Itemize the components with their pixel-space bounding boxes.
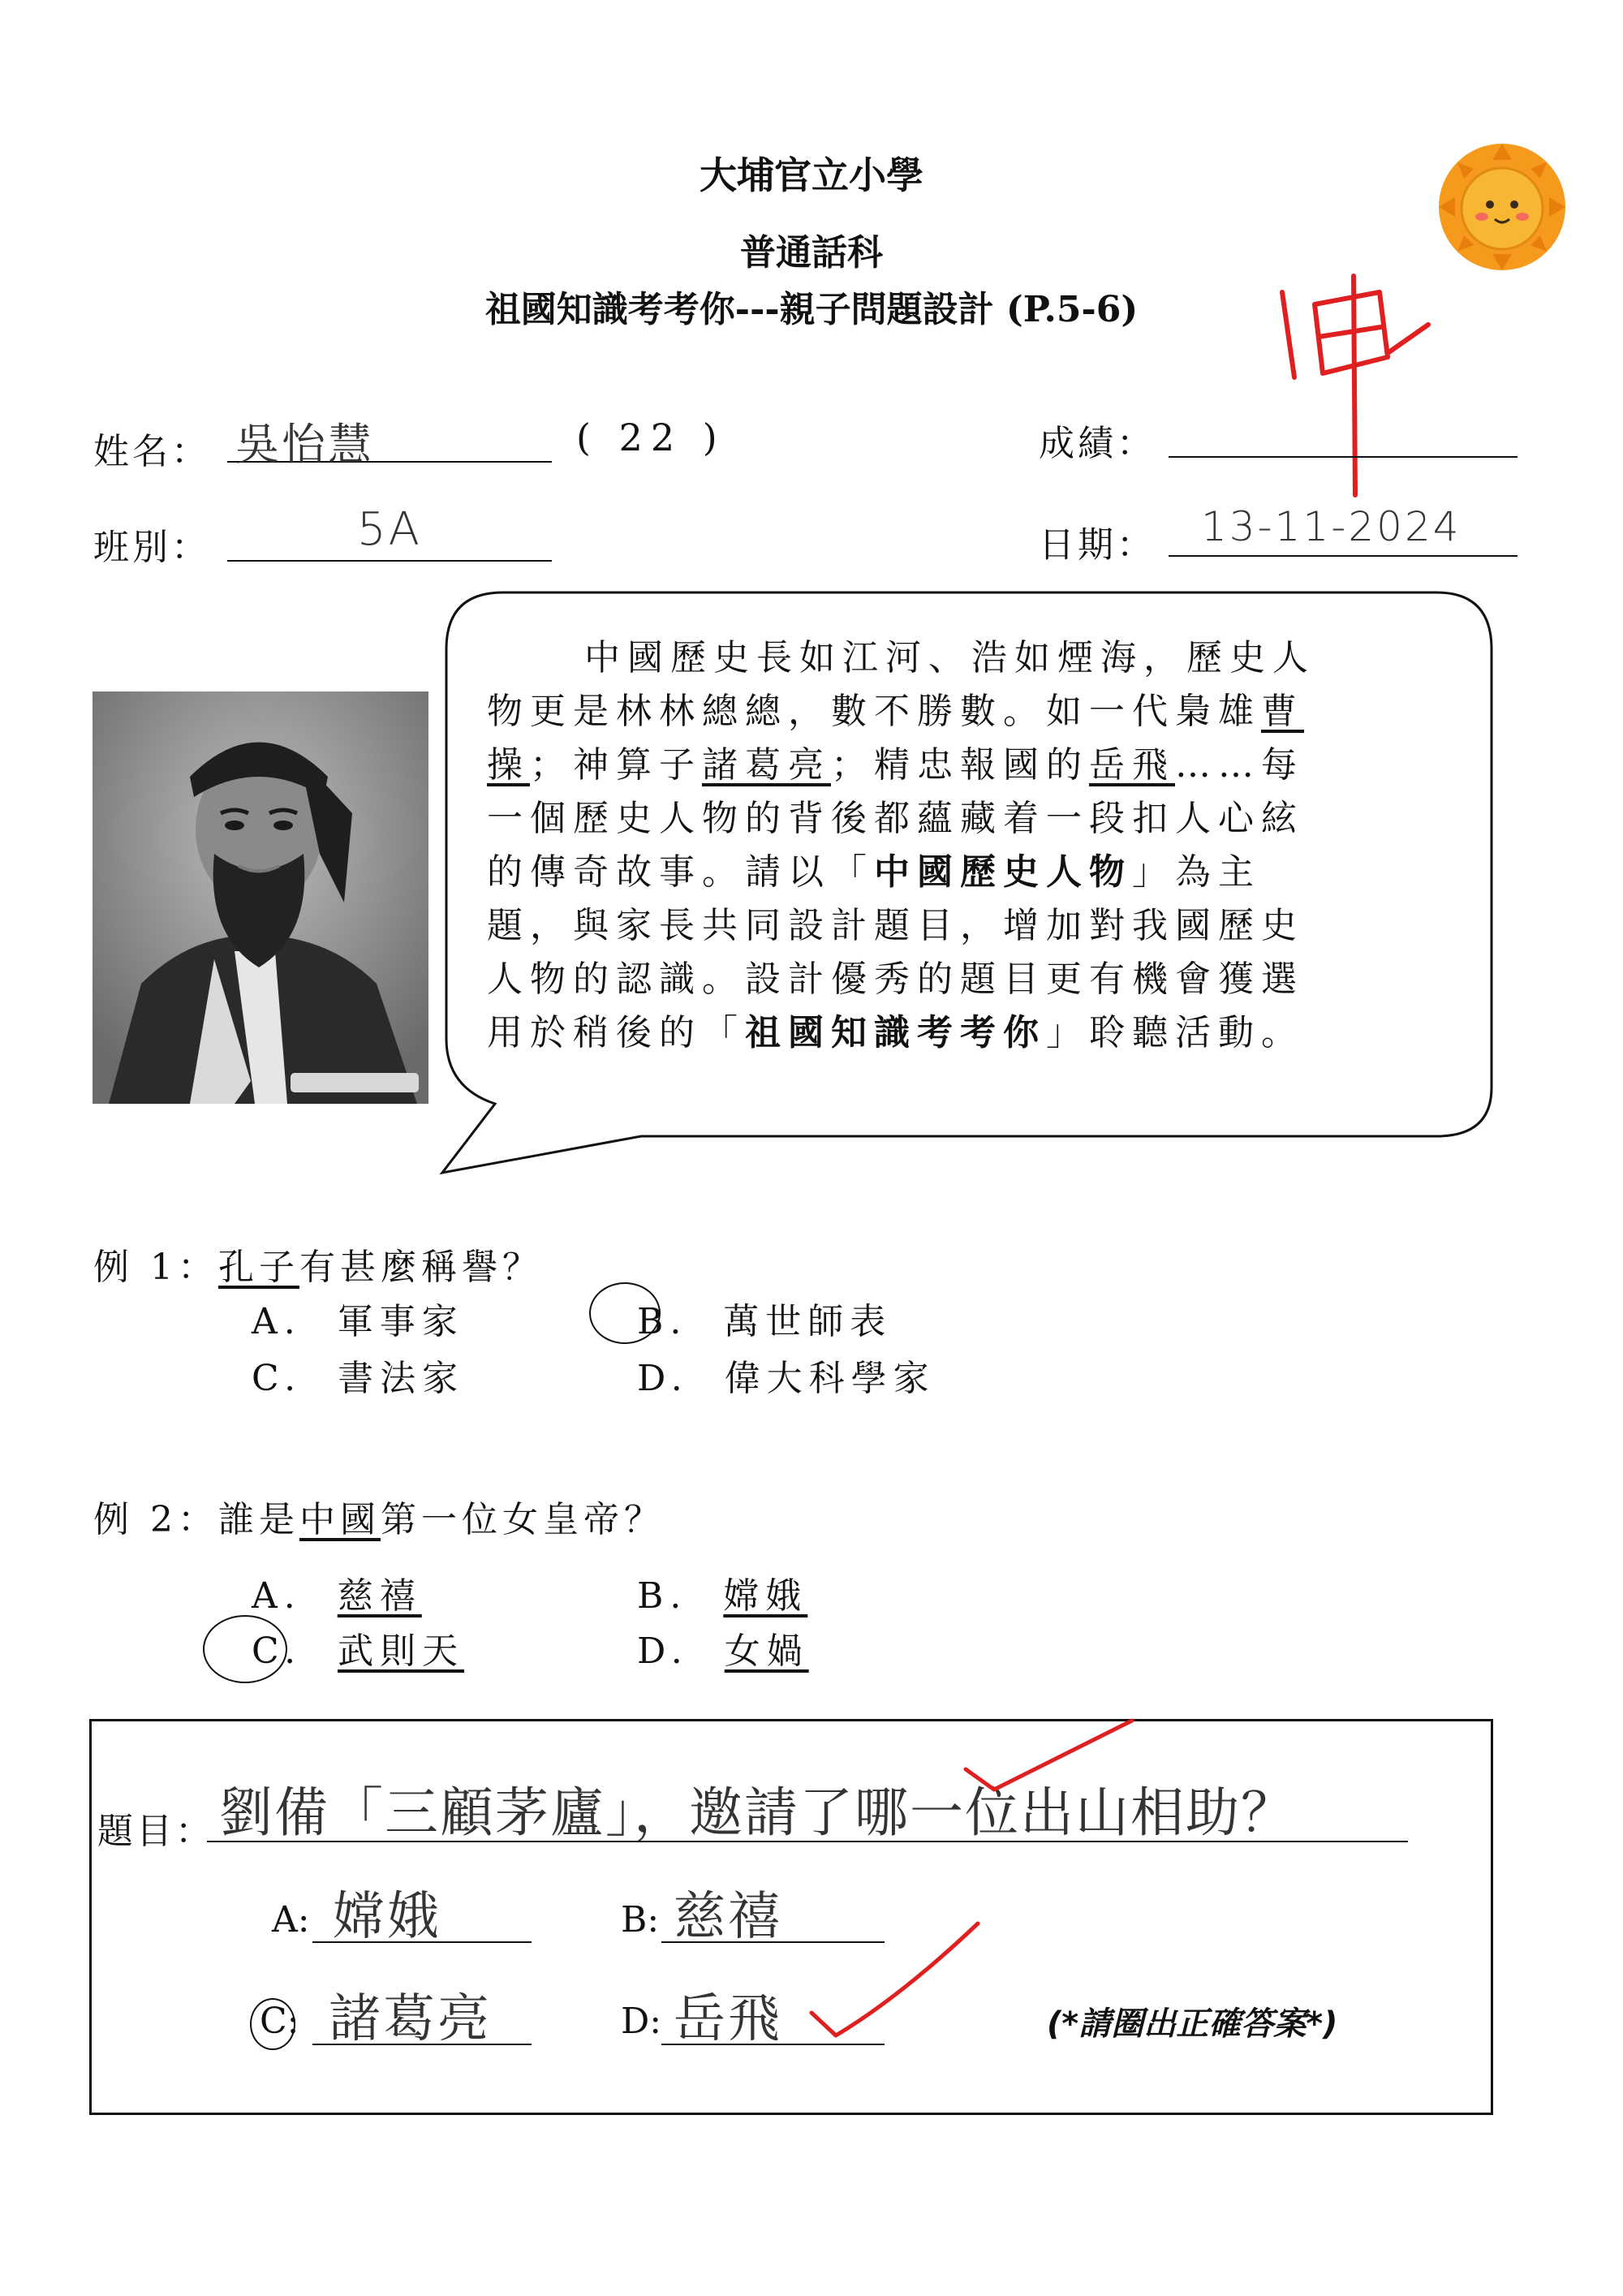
intro-line-8a: 用於稍後的「 — [487, 1012, 745, 1053]
name-cao: 曹 — [1261, 691, 1304, 732]
example2-option-b — [637, 1566, 807, 1618]
activity-name: 祖國知識考考你 — [745, 1012, 1046, 1053]
example2-option-a — [252, 1566, 422, 1618]
example2-pre: 誰是 — [217, 1499, 299, 1540]
example1-option-a — [252, 1292, 464, 1344]
option-letter: A. — [252, 1575, 302, 1617]
name-zhuge: 諸葛亮 — [702, 744, 831, 786]
name-label: 姓名： — [93, 431, 210, 472]
answer-circle-b — [589, 1282, 661, 1344]
class-label: 班別： — [93, 527, 210, 568]
intro-line-4: 一個歷史人物的背後都蘊藏着一段扣人心絃 — [487, 798, 1304, 839]
intro-line-3 — [487, 739, 1461, 792]
subject-title: 普通話科 — [740, 232, 883, 274]
example1-option-d — [637, 1349, 936, 1401]
example1-label: 例 1： — [93, 1247, 218, 1288]
intro-line-3b: ；神算子 — [530, 744, 702, 786]
theme-text: 中國歷史人物 — [874, 851, 1132, 893]
option-text: 書法家 — [338, 1358, 465, 1399]
intro-line-7: 人物的認識。設計優秀的題目更有機會獲選 — [487, 958, 1304, 1000]
date-label: 日期： — [1039, 524, 1156, 566]
example2-question — [93, 1490, 665, 1542]
instruction-note: (*請圈出正確答案*) — [1047, 2005, 1338, 2043]
score-label: 成績： — [1039, 423, 1156, 464]
example2-rest: 第一位女皇帝？ — [380, 1499, 665, 1540]
date-value[interactable]: 13-11-2024 — [1201, 503, 1462, 550]
option-text: 武則天 — [338, 1630, 465, 1672]
answer-circle-c — [203, 1615, 287, 1683]
option-letter: A. — [252, 1301, 302, 1342]
option-text: 女媧 — [724, 1630, 809, 1672]
design-option-b-text[interactable]: 慈禧 — [674, 1887, 782, 1947]
design-question-text[interactable]: 劉備「三顧茅廬」，邀請了哪一位出山相助？ — [219, 1781, 1296, 1844]
intro-line-3d: ；精忠報國的 — [831, 744, 1089, 786]
example1-question — [93, 1238, 543, 1290]
option-letter: C. — [252, 1358, 303, 1399]
intro-line-8 — [487, 1006, 1461, 1060]
name-yuefei: 岳飛 — [1089, 744, 1175, 786]
design-option-d-text[interactable]: 岳飛 — [674, 1989, 782, 2049]
red-check-mark-2 — [803, 1915, 998, 2045]
class-number[interactable]: ( 22 ) — [576, 416, 725, 459]
grade-mark — [1266, 260, 1444, 503]
design-option-d-letter: D: — [621, 2001, 662, 2042]
example1-rest: 有甚麼稱譽？ — [299, 1247, 543, 1288]
option-letter: C. — [252, 1630, 303, 1672]
red-check-mark-1 — [958, 1712, 1144, 1802]
school-name: 大埔官立小學 — [700, 153, 923, 197]
example1-option-c — [252, 1349, 464, 1401]
option-letter: B. — [637, 1301, 688, 1342]
option-text: 偉大科學家 — [724, 1358, 936, 1399]
intro-line-2a: 物更是林林總總，數不勝數。如一代梟雄 — [487, 691, 1261, 732]
design-option-c-letter: C: — [260, 2001, 299, 2042]
option-letter: D. — [637, 1630, 689, 1672]
intro-line-5a: 的傳奇故事。請以「 — [487, 851, 874, 893]
name-cao-2: 操 — [487, 744, 530, 786]
grade-mark-text — [1266, 260, 1268, 261]
example1-option-b — [637, 1292, 892, 1344]
design-option-a-text[interactable]: 嫦娥 — [333, 1887, 441, 1947]
class-value[interactable]: 5A — [357, 503, 422, 556]
date-underline — [1169, 555, 1518, 557]
option-text: 軍事家 — [337, 1301, 464, 1342]
option-letter: D. — [637, 1358, 689, 1399]
intro-line-2 — [487, 685, 1461, 739]
score-underline — [1169, 456, 1518, 458]
design-option-b-letter: B: — [621, 1899, 660, 1941]
option-letter: B. — [637, 1575, 688, 1617]
intro-line-1: 中國歷史長如江河、浩如煙海，歷史人 — [584, 637, 1315, 678]
name-value[interactable]: 吳怡慧 — [235, 419, 374, 470]
intro-line-6: 題，與家長共同設計題目，增加對我國歷史 — [487, 905, 1304, 946]
example1-subject: 孔子 — [217, 1247, 299, 1288]
design-question-label: 題目： — [97, 1811, 214, 1852]
option-text: 慈禧 — [337, 1575, 422, 1617]
intro-line-3f: ……每 — [1175, 744, 1304, 786]
class-underline — [227, 560, 552, 562]
example2-option-d — [637, 1622, 809, 1674]
confucius-portrait — [93, 691, 428, 1104]
design-option-a-letter: A: — [272, 1899, 310, 1941]
example2-subject: 中國 — [299, 1499, 381, 1540]
worksheet-title: 祖國知識考考你---親子問題設計 (P.5-6) — [484, 289, 1139, 330]
intro-line-5c: 」為主 — [1132, 851, 1261, 893]
option-text: 萬世師表 — [723, 1301, 893, 1342]
intro-text — [487, 631, 1461, 1060]
example2-label: 例 2： — [93, 1499, 218, 1540]
design-answer-circle — [250, 1998, 295, 2050]
option-text: 嫦娥 — [723, 1575, 808, 1617]
intro-line-5 — [487, 846, 1461, 899]
design-option-c-text[interactable]: 諸葛亮 — [329, 1989, 492, 2049]
intro-line-8c: 」聆聽活動。 — [1046, 1012, 1304, 1053]
